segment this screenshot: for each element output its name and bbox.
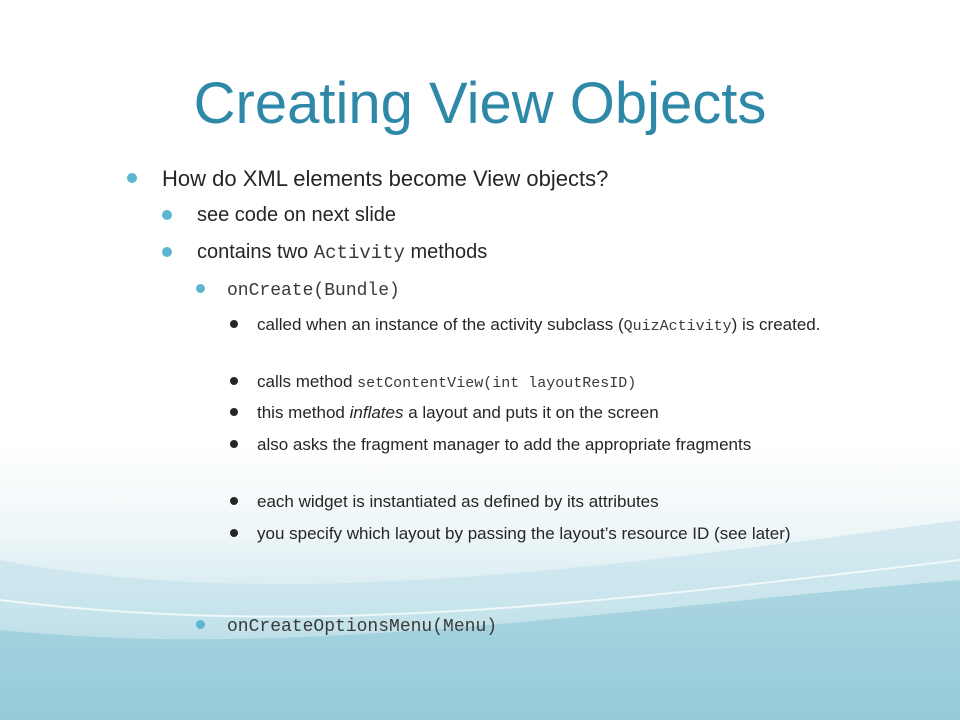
sub-bullet-emphasis: inflates	[349, 403, 404, 422]
bullet-text-suffix: methods	[404, 241, 488, 263]
sub-bullet-inflates	[257, 402, 877, 423]
bullet-oncreateoptionsmenu	[227, 614, 497, 638]
bullet-oncreate	[227, 278, 400, 302]
sub-bullet-instance	[257, 314, 877, 337]
bullet-dot-icon	[196, 284, 205, 293]
bullet-dot-icon	[230, 529, 238, 537]
code-oncreateoptionsmenu: onCreateOptionsMenu(Menu)	[227, 617, 498, 637]
sub-bullet-text-suffix: a layout and puts it on the screen	[403, 403, 659, 422]
sub-bullet-layout-id	[257, 523, 877, 544]
bullet-text: How do XML elements become View objects?	[162, 166, 609, 191]
sub-bullet-text-prefix: called when an instance of the activity subclass (	[257, 315, 624, 334]
sub-bullet-text-prefix: calls method	[257, 372, 358, 391]
code-activity: Activity	[313, 242, 405, 264]
code-setcontentview: setContentView(int layoutResID)	[357, 375, 637, 392]
sub-bullet-text: you specify which layout by passing the layout’s resource ID (see later)	[257, 524, 791, 543]
code-quizactivity: QuizActivity	[623, 318, 732, 335]
sub-bullet-text: each widget is instantiated as defined by its attributes	[257, 492, 659, 511]
bullet-question	[162, 166, 608, 192]
sub-bullet-widget	[257, 491, 877, 512]
bullet-dot-icon	[230, 497, 238, 505]
bullet-dot-icon	[230, 320, 238, 328]
bullet-dot-icon	[162, 247, 172, 257]
bullet-see-code	[197, 203, 396, 227]
bullet-dot-icon	[196, 620, 205, 629]
bullet-text-prefix: contains two	[197, 241, 314, 263]
bullet-two-methods	[197, 240, 487, 265]
sub-bullet-text: also asks the fragment manager to add the appropriate fragments	[257, 435, 752, 454]
bullet-text: see code on next slide	[197, 204, 397, 226]
sub-bullet-setcontentview	[257, 371, 877, 394]
bullet-dot-icon	[127, 173, 137, 183]
code-oncreate: onCreate(Bundle)	[227, 281, 400, 301]
bullet-dot-icon	[230, 440, 238, 448]
sub-bullet-text-prefix: this method	[257, 403, 350, 422]
bullet-dot-icon	[230, 377, 238, 385]
bullet-dot-icon	[230, 408, 238, 416]
bullet-dot-icon	[162, 210, 172, 220]
sub-bullet-fragment-manager	[257, 434, 877, 455]
slide-title: Creating View Objects	[193, 71, 767, 136]
sub-bullet-text-suffix: ) is created.	[731, 315, 821, 334]
